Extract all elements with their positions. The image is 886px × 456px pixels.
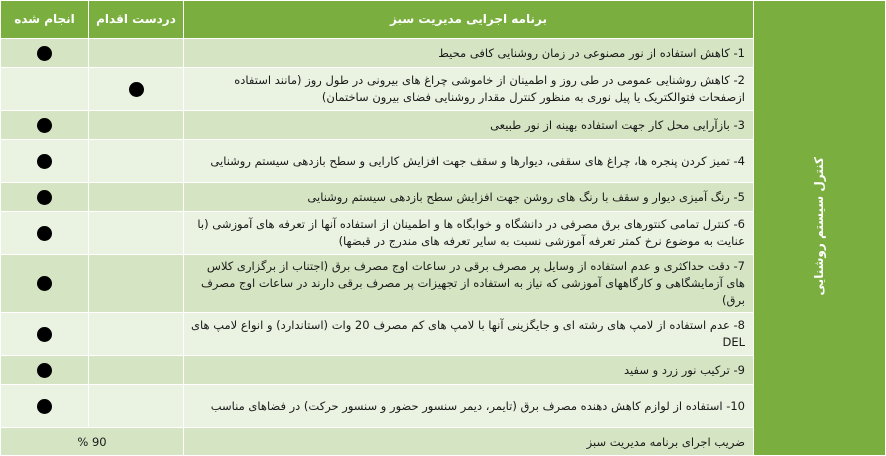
task-text: 6- کنترل تمامی کنتورهای برق مصرفی در دانشگاه و خوابگاه ها و اطمینان از استفاده آنها از تعرفه های آموزشی (با عنایت به موضوع نرخ کمتر تعرفه آموزشی نسبت به سایر تعرفه های مندرج در قبضها): [184, 212, 754, 255]
category-cell: [754, 1, 886, 456]
task-text: 8- عدم استفاده از لامپ های رشته ای و جایگزینی آنها با لامپ های کم مصرف 20 وات (استاندارد) و انواع لامپ های DEL: [184, 313, 754, 356]
table-row: [1, 255, 886, 313]
table-row: [1, 313, 886, 356]
in-progress-cell: [89, 356, 184, 385]
table-row: [1, 385, 886, 428]
in-progress-header: دردست اقدام: [89, 1, 184, 39]
in-progress-cell: [89, 111, 184, 140]
done-cell: [1, 255, 89, 313]
category-label: کنترل سیستم روشنایی: [812, 156, 826, 296]
table-row: [1, 140, 886, 183]
filled-dot-icon: [37, 154, 52, 169]
task-text: 1- کاهش استفاده از نور مصنوعی در زمان روشنایی کافی محیط: [184, 39, 754, 68]
done-cell: [1, 385, 89, 428]
in-progress-cell: [89, 212, 184, 255]
task-text: 10- استفاده از لوازم کاهش دهنده مصرف برق (تایمر، دیمر سنسور حضور و سنسور حرکت) در فضاهای مناسب: [184, 385, 754, 428]
task-text: 2- کاهش روشنایی عمومی در طی روز و اطمینان از خاموشی چراغ های بیرونی در طول روز (مانند استفاده ازصفحات فتوالکتریک یا پیل نوری به منظور کنترل مقدار روشنایی فضای بیرون ساختمان): [184, 68, 754, 111]
in-progress-cell: [89, 140, 184, 183]
footer-value: 90 %: [1, 428, 184, 456]
task-text: 7- دقت حداکثری و عدم استفاده از وسایل پر مصرف برقی در ساعات اوج مصرف برق (اجتناب از برگزاری کلاس های آزمایشگاهی و کارگاههای آموزشی که نیاز به استفاده از تجهیزات پر مصرف برقی دارند در ساعات اوج مصرف برق): [184, 255, 754, 313]
task-text: 5- رنگ آمیزی دیوار و سقف با رنگ های روشن جهت افزایش سطح بازدهی سیستم روشنایی: [184, 183, 754, 212]
done-cell: [1, 212, 89, 255]
task-text: 3- بازآرایی محل کار جهت استفاده بهینه از نور طبیعی: [184, 111, 754, 140]
table-row: [1, 183, 886, 212]
filled-dot-icon: [37, 46, 52, 61]
table-row: [1, 39, 886, 68]
in-progress-cell: [89, 39, 184, 68]
done-cell: [1, 140, 89, 183]
in-progress-cell: [89, 385, 184, 428]
task-text: 4- تمیز کردن پنجره ها، چراغ های سقفی، دیوارها و سقف جهت افزایش کارایی و سطح بازدهی سیستم روشنایی: [184, 140, 754, 183]
program-header: برنامه اجرایی مدیریت سبز: [184, 1, 754, 39]
task-text: 9- ترکیب نور زرد و سفید: [184, 356, 754, 385]
filled-dot-icon: [129, 82, 144, 97]
done-cell: [1, 183, 89, 212]
table-row: [1, 212, 886, 255]
filled-dot-icon: [37, 226, 52, 241]
in-progress-cell: [89, 255, 184, 313]
table-row: [1, 68, 886, 111]
table-row: [1, 111, 886, 140]
done-cell: [1, 111, 89, 140]
footer-label: ضریب اجرای برنامه مدیریت سبز: [184, 428, 754, 456]
in-progress-cell: [89, 313, 184, 356]
header-row: [1, 1, 886, 39]
done-cell: [1, 356, 89, 385]
in-progress-cell: [89, 183, 184, 212]
table-row: [1, 356, 886, 385]
filled-dot-icon: [37, 276, 52, 291]
filled-dot-icon: [37, 363, 52, 378]
done-cell: [1, 68, 89, 111]
done-header: انجام شده: [1, 1, 89, 39]
filled-dot-icon: [37, 118, 52, 133]
in-progress-cell: [89, 68, 184, 111]
filled-dot-icon: [37, 399, 52, 414]
done-cell: [1, 39, 89, 68]
footer-row: [1, 428, 886, 456]
filled-dot-icon: [37, 190, 52, 205]
done-cell: [1, 313, 89, 356]
filled-dot-icon: [37, 327, 52, 342]
